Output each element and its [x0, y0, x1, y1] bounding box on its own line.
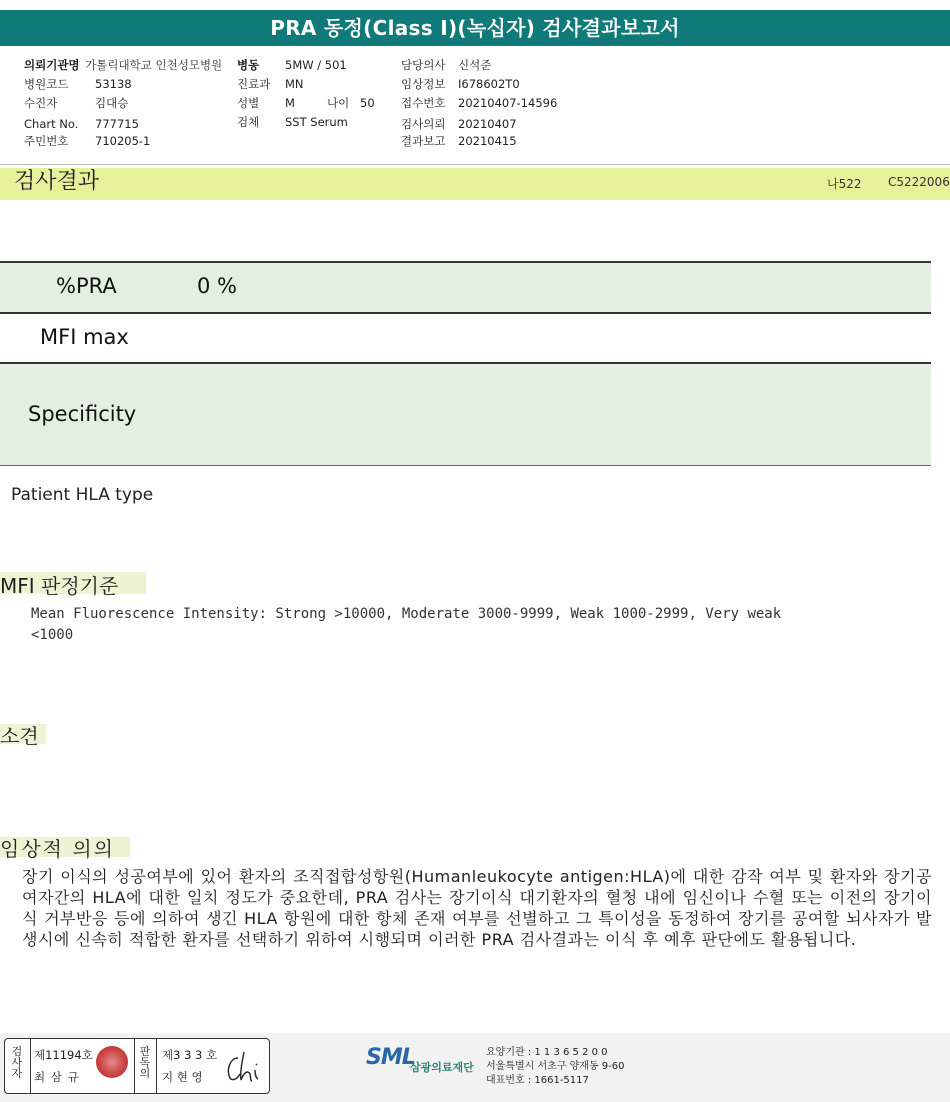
doctor-label: 담당의사 [401, 58, 446, 72]
results-band [0, 168, 950, 200]
pra-row [0, 263, 931, 312]
clinic-label: 임상정보 [401, 77, 446, 91]
receipt-label: 접수번호 [401, 96, 446, 110]
approver-label: 판독의 [139, 1045, 151, 1080]
report-label: 결과보고 [401, 134, 446, 148]
age-value: 50 [360, 96, 375, 110]
ward-field [237, 58, 259, 72]
pra-label: %PRA [56, 274, 117, 298]
inspector-name: 최 삼 규 [34, 1070, 80, 1084]
approver-no: 제3 3 3 호 [162, 1048, 218, 1062]
mfi-criteria-line-2: <1000 [31, 627, 74, 643]
patient-label: 수진자 [24, 96, 58, 110]
hospcode-label: 병원코드 [24, 77, 69, 91]
ward-value: 5MW / 501 [285, 58, 347, 72]
patient-value: 김대승 [95, 96, 129, 110]
report-title: PRA 동정(Class I)(녹십자) 검사결과보고서 [0, 10, 950, 46]
hospital-row [24, 58, 222, 72]
ward-label: 병동 [237, 58, 260, 72]
mfi-criteria-title: MFI 판정기준 [0, 574, 119, 598]
specimen-value: SST Serum [285, 115, 348, 129]
sex-label: 성별 [237, 96, 260, 110]
clinical-text: 장기 이식의 성공여부에 있어 환자의 조직접합성항원(Humanleukocyte antigen:HLA)에 대한 감작 여부 및 환자와 장기공여자간의 HLA에 대한 일치 정도가 중요한데, PRA 검사는 장기이식 대기환자의 혈청 내에 임신이나 수혈 또는 이전의 장기이식 거부반응 등에 의하여 생긴 HLA 항원에 대한 항체 존재 여부를 선별하고 그 특이성을 동정하여 장기를 공여할 뇌사자가 발생시에 신속히 적합한 환자를 선택하기 위하여 시행되며 이러한 PRA 검사결과는 이식 후 예후 판단에도 활용됩니다. [22, 867, 932, 949]
results-code-2: C5222006 [888, 175, 950, 189]
stamp-divider-1 [30, 1039, 31, 1093]
mfi-criteria-line-1: Mean Fluorescence Intensity: Strong >10000, Moderate 3000-9999, Weak 1000-2999, Very weak [31, 606, 782, 622]
doctor-value: 신석준 [458, 58, 492, 72]
sml-logo: SML [366, 1045, 415, 1070]
specificity-label: Specificity [28, 402, 137, 426]
dept-label: 진료과 [237, 77, 271, 91]
pra-value: 0 % [197, 274, 237, 298]
signature-icon [222, 1048, 264, 1086]
table-line-2 [0, 312, 931, 314]
age-label: 나이 [327, 96, 350, 110]
table-line-bottom [0, 465, 931, 466]
receipt-value: 20210407-14596 [458, 96, 558, 110]
inspector-label: 검사자 [11, 1045, 23, 1080]
request-label: 검사의뢰 [401, 117, 446, 131]
org-phone: 대표번호 : 1661-5117 [486, 1075, 589, 1086]
stamp-divider-3 [156, 1039, 157, 1093]
hospital-label: 의뢰기관명 [24, 58, 80, 72]
resident-value: 710205-1 [95, 134, 151, 148]
hospcode-value: 53138 [95, 77, 132, 91]
specificity-row [0, 364, 931, 465]
patient-hla-label: Patient HLA type [11, 485, 154, 505]
hospital-value: 가톨릭대학교 인천성모병원 [85, 58, 223, 72]
results-code-1: 나522 [827, 177, 862, 191]
opinion-title: 소견 [0, 724, 39, 748]
mfi-max-label: MFI max [40, 325, 129, 349]
chart-value: 777715 [95, 117, 139, 131]
stamp-divider-2 [134, 1039, 135, 1093]
report-value: 20210415 [458, 134, 517, 148]
inspector-no: 제11194호 [34, 1048, 93, 1062]
resident-label: 주민번호 [24, 134, 69, 148]
approver-name: 지 현 영 [162, 1070, 203, 1084]
org-address: 서울특별시 서초구 양재동 9-60 [486, 1061, 625, 1072]
header-divider [0, 164, 950, 165]
seal-stamp-icon [96, 1046, 128, 1078]
org-name: 삼광의료재단 [410, 1061, 474, 1074]
sex-value: M [285, 96, 295, 110]
care-institution-no: 요양기관 : 1 1 3 6 5 2 0 0 [486, 1047, 608, 1058]
results-section-title: 검사결과 [14, 169, 100, 194]
request-value: 20210407 [458, 117, 517, 131]
clinical-title: 임상적 의의 [0, 837, 115, 861]
dept-value: MN [285, 77, 304, 91]
clinic-value: I678602T0 [458, 77, 520, 91]
chart-label: Chart No. [24, 117, 79, 131]
specimen-label: 검체 [237, 115, 260, 129]
